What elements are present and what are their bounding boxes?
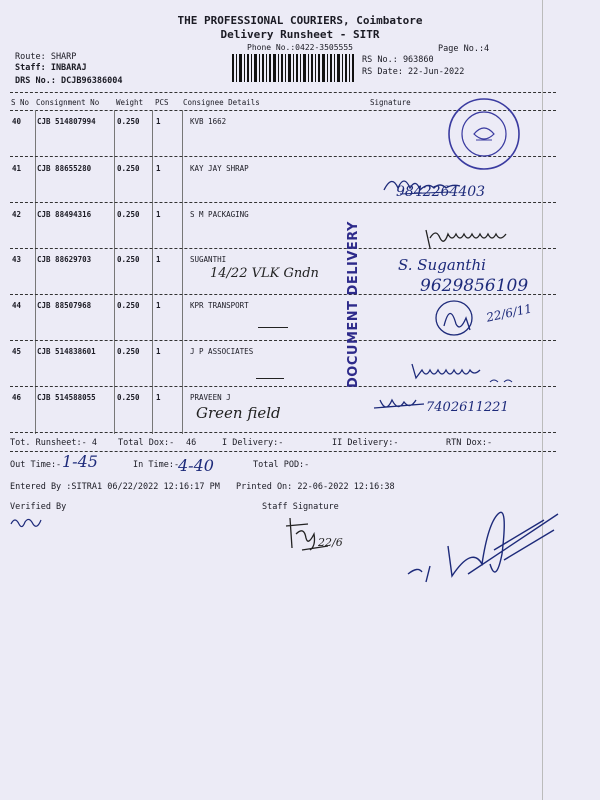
row-pcs: 1 [156, 301, 161, 310]
verified-by-label: Verified By [10, 502, 67, 512]
dash-mark [256, 378, 284, 379]
row-weight: 0.250 [117, 347, 140, 356]
col-signature: Signature [370, 98, 411, 107]
rs-number: RS No.: 963860 [362, 55, 434, 65]
dash-mark [258, 327, 288, 328]
page-number: Page No.:4 [438, 44, 490, 54]
handwritten-phone-46: 7402611221 [426, 400, 509, 415]
handwritten-address-43: 14/22 VLK Gndn [210, 266, 319, 281]
rs-date: RS Date: 22-Jun-2022 [362, 67, 465, 77]
row-consignment: CJB 88655280 [37, 164, 92, 173]
row-weight: 0.250 [117, 393, 140, 402]
row-weight: 0.250 [117, 117, 140, 126]
col-pcs: PCS [155, 98, 169, 107]
row-weight: 0.250 [117, 210, 140, 219]
handwritten-phone-41: 9842264403 [396, 184, 486, 200]
row-sno: 43 [12, 255, 22, 264]
rtn-dox: RTN Dox:- [446, 438, 493, 448]
col-sno: S No [11, 98, 30, 107]
col-consignment: Consignment No [36, 98, 100, 107]
row-consignee: PRAVEEN J [190, 393, 231, 402]
signature-row44 [430, 296, 490, 342]
phone-number: Phone No.:0422-3505555 [247, 43, 353, 52]
row-weight: 0.250 [117, 164, 140, 173]
barcode [232, 54, 354, 82]
col-weight: Weight [116, 98, 144, 107]
route: Route: SHARP [15, 52, 77, 62]
row-weight: 0.250 [117, 255, 140, 264]
row-pcs: 1 [156, 164, 161, 173]
row-weight: 0.250 [117, 301, 140, 310]
row-sno: 42 [12, 210, 22, 219]
row-consignment: CJB 88507968 [37, 301, 92, 310]
row-consignee: KPR TRANSPORT [190, 301, 249, 310]
row-consignee: SUGANTHI [190, 255, 227, 264]
row-sno: 46 [12, 393, 22, 402]
i-delivery: I Delivery:- [222, 438, 284, 448]
staff: Staff: INBARAJ [15, 63, 87, 73]
row-pcs: 1 [156, 117, 161, 126]
handwritten-date-44: 22/6/11 [485, 301, 534, 325]
entered-by: Entered By :SITRA1 06/22/2022 12:16:17 PM [10, 482, 220, 492]
row-consignee: KVB 1662 [190, 117, 227, 126]
in-time-label: In Time:- [133, 460, 180, 470]
out-time-value: 1-45 [62, 452, 98, 471]
row-consignment: CJB 514838601 [37, 347, 96, 356]
staff-signature-date: 22/6 [318, 536, 343, 549]
total-dox-label: Total Dox:- [118, 438, 175, 448]
row-pcs: 1 [156, 255, 161, 264]
large-blue-signature [400, 490, 570, 600]
row-consignee: S M PACKAGING [190, 210, 249, 219]
row-sno: 40 [12, 117, 22, 126]
row-consignment: CJB 88494316 [37, 210, 92, 219]
row-consignment: CJB 88629703 [37, 255, 92, 264]
row-pcs: 1 [156, 210, 161, 219]
row-consignee: J P ASSOCIATES [190, 347, 254, 356]
signature-row45 [408, 356, 528, 384]
row-consignment: CJB 514588055 [37, 393, 96, 402]
printed-on: Printed On: 22-06-2022 12:16:38 [236, 482, 395, 492]
in-time-value: 4-40 [178, 456, 214, 475]
out-time-label: Out Time:- [10, 460, 62, 470]
signature-row46 [370, 394, 430, 418]
row-consignee: KAY JAY SHRAP [190, 164, 249, 173]
row-pcs: 1 [156, 393, 161, 402]
row-sno: 44 [12, 301, 22, 310]
handwritten-phone-43: 9629856109 [420, 276, 529, 296]
verified-signature [8, 514, 48, 532]
row-sno: 41 [12, 164, 22, 173]
company-title: THE PROFESSIONAL COURIERS, Coimbatore [177, 14, 423, 27]
staff-signature-label: Staff Signature [262, 502, 339, 512]
signature-row42 [420, 224, 530, 252]
handwritten-name-43: S. Suganthi [398, 256, 486, 274]
col-consignee: Consignee Details [183, 98, 260, 107]
ii-delivery: II Delivery:- [332, 438, 399, 448]
runsheet-title: Delivery Runsheet - SITR [220, 28, 380, 41]
handwritten-note-46: Green field [196, 404, 281, 422]
total-dox-value: 46 [186, 438, 197, 448]
document-delivery-stamp: DOCUMENT DELIVERY [346, 221, 361, 388]
bank-seal-stamp [446, 96, 522, 172]
staff-signature [282, 512, 332, 556]
row-consignment: CJB 514807994 [37, 117, 96, 126]
total-pod: Total POD:- [253, 460, 310, 470]
row-pcs: 1 [156, 347, 161, 356]
tot-runsheet: Tot. Runsheet:- 4 [10, 438, 97, 448]
row-sno: 45 [12, 347, 22, 356]
drs-number: DRS No.: DCJB96386004 [15, 76, 123, 86]
